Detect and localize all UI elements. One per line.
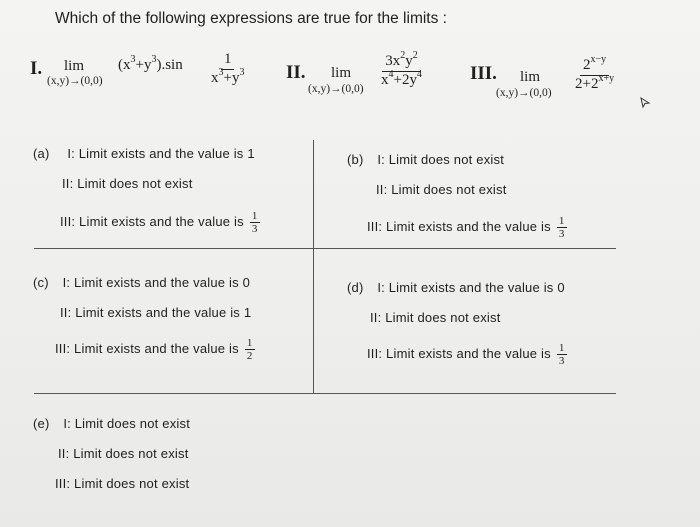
option-a-line-1: I: Limit exists and the value is 1 — [67, 146, 255, 161]
expression-3-approach: (x,y)→(0,0) — [496, 87, 552, 99]
option-c-label: (c) — [33, 275, 49, 290]
option-c-line-1: I: Limit exists and the value is 0 — [62, 275, 251, 290]
option-d-line-1: I: Limit exists and the value is 0 — [377, 280, 565, 295]
option-d[interactable] — [347, 280, 565, 295]
option-d-line-2: II: Limit does not exist — [370, 310, 501, 325]
option-b-line-1: I: Limit does not exist — [377, 152, 505, 167]
expression-1-numeral: I. — [30, 58, 43, 79]
expression-1-lim: lim — [64, 58, 85, 74]
expression-1-body: $(x^3+y^3).\sin$ — [118, 54, 183, 73]
column-divider — [313, 140, 314, 393]
expression-2-approach: (x,y)→(0,0) — [308, 83, 364, 95]
option-b[interactable] — [347, 152, 504, 167]
option-d-label: (d) — [347, 280, 364, 295]
option-e-line-2: II: Limit does not exist — [58, 446, 189, 461]
option-d-line-3: III: Limit exists and the value is $\frac{1}{3}$ — [367, 342, 565, 368]
expression-2-lim: lim — [331, 65, 352, 81]
option-e[interactable] — [33, 416, 190, 431]
mouse-cursor-icon — [640, 97, 651, 108]
expression-2-numeral: II. — [286, 62, 306, 83]
expression-3-numeral: III. — [470, 63, 497, 84]
option-c[interactable] — [33, 275, 250, 290]
option-a-line-2: II: Limit does not exist — [62, 176, 193, 191]
question-text: Which of the following expressions are true for the limits : — [55, 10, 447, 27]
option-e-line-1: I: Limit does not exist — [63, 416, 191, 431]
option-b-line-3: III: Limit exists and the value is $\frac{1}{3}$ — [367, 215, 565, 241]
expression-1-approach: (x,y)→(0,0) — [47, 75, 103, 87]
option-a-line-3: III: Limit exists and the value is $\frac{1}{3}$ — [60, 210, 258, 236]
expression-3-fraction: $\frac{2^{x-y}}{2+2^{x+y}}$ — [575, 54, 615, 92]
option-b-label: (b) — [347, 152, 364, 167]
row-divider-1 — [34, 248, 616, 249]
option-e-line-3: III: Limit does not exist — [55, 476, 190, 491]
option-a-label: (a) — [33, 146, 50, 161]
option-e-label: (e) — [33, 416, 50, 431]
row-divider-2 — [34, 393, 616, 394]
option-b-line-2: II: Limit does not exist — [376, 182, 507, 197]
option-c-line-3: III: Limit exists and the value is $\frac{1}{2}$ — [55, 337, 253, 363]
option-a[interactable] — [33, 146, 255, 161]
expression-2-fraction: $\frac{3x^2y^2}{x^4+2y^4}$ — [381, 50, 422, 88]
expression-1-fraction: $\frac{1}{x^3+y^3}$ — [211, 51, 245, 86]
expression-3-lim: lim — [520, 69, 541, 85]
option-c-line-2: II: Limit exists and the value is 1 — [60, 305, 252, 320]
